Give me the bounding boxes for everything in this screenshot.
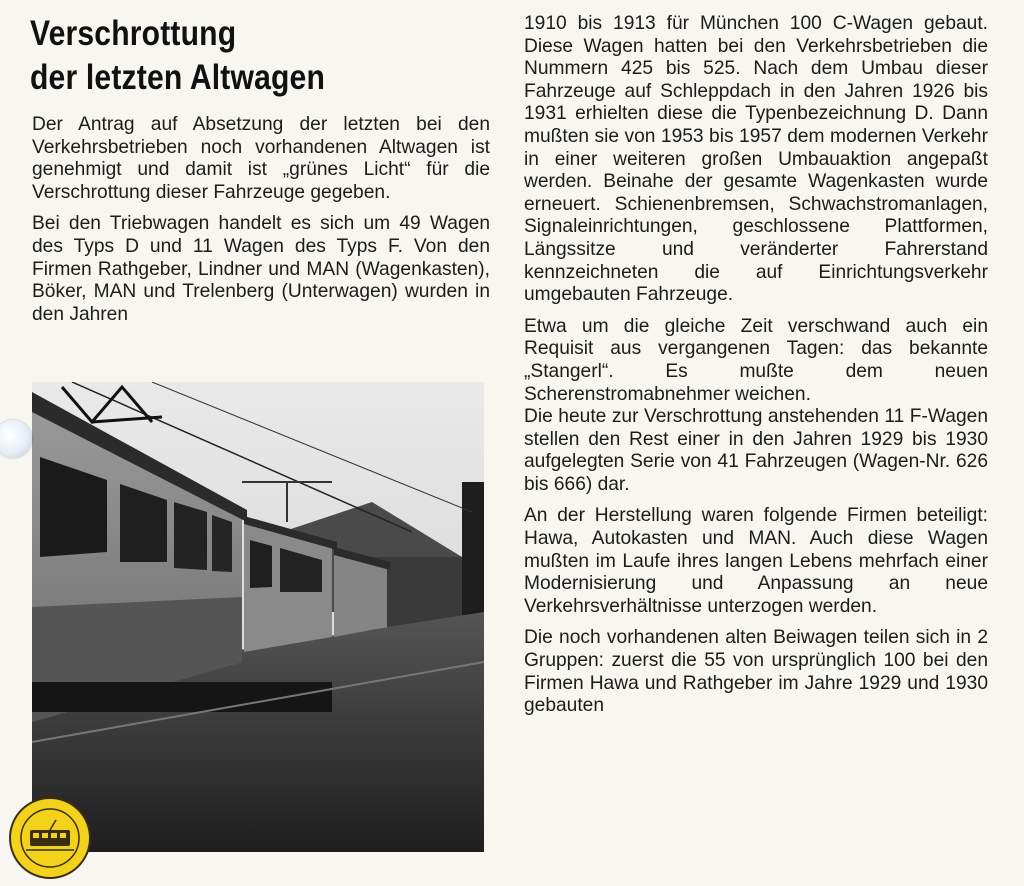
tram-club-badge-icon <box>8 796 92 880</box>
right-paragraph-4: An der Herstellung waren folgende Firmen beteiligt: Hawa, Autokasten und MAN. Auch diese Wagen mußten im Laufe ihres langen Lebens mehrfach einer Modernisierung und Anpassung an neue Verkehrsverhältnisse unterzogen werden. <box>524 505 988 617</box>
article-title <box>30 12 434 100</box>
left-paragraph-1: Der Antrag auf Absetzung der letzten bei den Verkehrsbetrieben noch vorhandenen Altwagen ist genehmigt und damit ist „grünes Licht“ für die Verschrottung dieser Fahrzeuge gegeben. <box>32 114 490 203</box>
right-column <box>524 13 988 727</box>
right-paragraph-1: 1910 bis 1913 für München 100 C-Wagen gebaut. Diese Wagen hatten bei den Verkehrsbetrieben die Nummern 425 bis 525. Nach dem Umbau dieser Fahrzeuge auf Schleppdach in den Jahren 1926 bis 1931 erhielten diese die Typenbezeichnung D. Dann mußten sie von 1953 bis 1957 dem modernen Verkehr in einer weiteren großen Umbauaktion angepaßt werden. Beinahe der gesamte Wagenkasten wurde erneuert. Schienenbremsen, Schwachstromanlagen, Signaleinrichtungen, geschlossene Plattformen, Längssitze und veränderter Fahrerstand kennzeichneten die auf Einrichtungsverkehr umgebauten Fahrzeuge. <box>524 13 988 306</box>
left-column <box>32 114 490 335</box>
right-paragraph-5: Die noch vorhandenen alten Beiwagen teilen sich in 2 Gruppen: zuerst die 55 von ursprünglich 100 bei den Firmen Hawa und Rathgeber im Jahre 1929 und 1930 gebauten <box>524 627 988 717</box>
left-paragraph-2: Bei den Triebwagen handelt es sich um 49 Wagen des Typs D und 11 Wagen des Typs F. Von den Firmen Rathgeber, Lindner und MAN (Wagenkasten), Böker, MAN und Trelenberg (Unterwagen) wurden in den Jahren <box>32 213 490 325</box>
right-paragraph-2: Etwa um die gleiche Zeit verschwand auch ein Requisit aus vergangenen Tagen: das bekannte „Stangerl“. Es mußte dem neuen Scherenstromabnehmer weichen. <box>524 315 988 405</box>
tram-depot-photo <box>32 382 484 852</box>
title-line-2: der letzten Altwagen <box>30 58 326 97</box>
right-paragraph-3: Die heute zur Verschrottung anstehenden 11 F-Wagen stellen den Rest einer in den Jahren 1929 bis 1930 aufgelegten Serie von 41 Fahrzeugen (Wagen-Nr. 626 bis 666) dar. <box>524 406 988 495</box>
title-line-1: Verschrottung <box>30 14 237 53</box>
punch-hole-icon <box>0 420 32 458</box>
